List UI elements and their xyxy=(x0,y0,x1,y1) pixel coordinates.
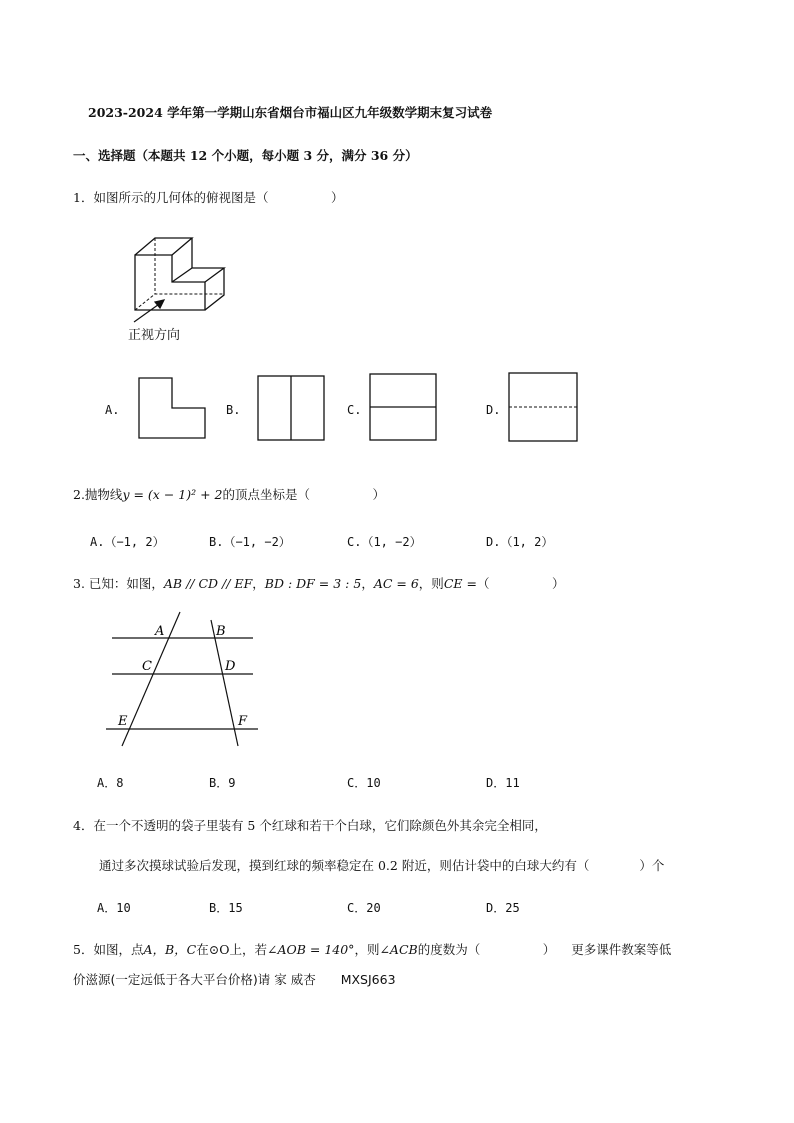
q4-option-b[interactable]: B．15 xyxy=(209,901,243,915)
question-2-stem xyxy=(73,485,385,503)
promo-text-line-1: 更多课件教案等低 xyxy=(571,942,672,957)
q2-option-a[interactable]: A.（−1, 2） xyxy=(90,535,165,549)
q5-points: A，B，C xyxy=(143,942,197,957)
q4-option-a[interactable]: A．10 xyxy=(97,901,131,915)
page-title: 2023-2024 学年第一学期山东省烟台市福山区九年级数学期末复习试卷 xyxy=(88,105,493,120)
q2-formula: y = (x − 1)² + 2 xyxy=(122,487,223,502)
q3-stem-mid: ，则 xyxy=(418,576,444,591)
question-4-line-1: 4．在一个不透明的袋子里装有 5 个红球和若干个白球，它们除颜色外其余完全相同， xyxy=(73,818,547,833)
question-1-stem: 1．如图所示的几何体的俯视图是（ ） xyxy=(73,190,344,205)
q5-stem-mid: ，则∠ xyxy=(354,942,390,957)
q2-option-c[interactable]: C.（1, −2） xyxy=(347,535,422,549)
q5-stem-suffix: 的度数为（ ） xyxy=(417,942,556,957)
q2-option-d[interactable]: D.（1, 2） xyxy=(486,535,554,549)
q4-option-d[interactable]: D．25 xyxy=(486,901,520,915)
question-3-parallel-lines-figure xyxy=(100,612,270,752)
q3-option-a[interactable]: A．8 xyxy=(97,776,124,790)
q3-parallel-condition: AB // CD // EF xyxy=(163,576,253,591)
q2-stem-suffix: 的顶点坐标是（ ） xyxy=(222,487,385,502)
point-a-label: A xyxy=(155,624,165,639)
q5-stem-prefix: 5．如图，点 xyxy=(73,942,144,957)
q3-stem-suffix: （ ） xyxy=(476,576,565,591)
q2-option-b[interactable]: B.（−1, −2） xyxy=(209,535,291,549)
q1-option-b-label[interactable]: B. xyxy=(226,403,241,417)
q3-ask: CE = xyxy=(443,576,477,591)
q3-option-b[interactable]: B．9 xyxy=(209,776,236,790)
question-5-stem xyxy=(73,940,671,958)
q4-option-c[interactable]: C．20 xyxy=(347,901,381,915)
q1-option-a-figure xyxy=(138,377,206,439)
section-heading: 一、选择题（本题共 12 个小题，每小题 3 分，满分 36 分） xyxy=(73,148,418,163)
q1-option-c-label[interactable]: C. xyxy=(347,403,362,417)
q5-in-circle: 在⊙O上，若 xyxy=(196,942,267,957)
q3-option-c[interactable]: C．10 xyxy=(347,776,381,790)
view-direction-label: 正视方向 xyxy=(128,328,181,343)
promo-text-line-2: 价滋源(一定远低于各大平台价格)请 家 威杏 MXSJ663 xyxy=(73,972,396,987)
point-f-label: F xyxy=(238,714,248,729)
point-d-label: D xyxy=(225,659,236,674)
q3-length-condition: AC = 6 xyxy=(373,576,419,591)
point-c-label: C xyxy=(142,659,152,674)
question-3-stem: 3. 已知：如图，AB // CD // EF，BD : DF = 3 : 5，AC = 6，则CE =（ ） xyxy=(73,576,565,591)
q5-angle-ask: ACB xyxy=(389,942,418,957)
point-e-label: E xyxy=(118,714,128,729)
question-1-solid-figure xyxy=(120,230,240,320)
q1-option-a-label[interactable]: A. xyxy=(105,403,120,417)
q5-angle-condition: ∠AOB = 140° xyxy=(266,942,355,957)
q1-option-c-figure xyxy=(369,373,437,441)
q1-option-b-figure xyxy=(257,375,325,441)
q1-option-d-figure xyxy=(508,372,578,442)
q3-ratio-condition: BD : DF = 3 : 5 xyxy=(264,576,362,591)
question-4-line-2: 通过多次摸球试验后发现，摸到红球的频率稳定在 0.2 附近，则估计袋中的白球大约有（ ）个 xyxy=(99,858,665,873)
q3-stem-prefix: 3. 已知：如图， xyxy=(73,576,164,591)
q1-option-d-label[interactable]: D. xyxy=(486,403,501,417)
q2-stem-prefix: 2.抛物线 xyxy=(73,487,123,502)
q3-option-d[interactable]: D．11 xyxy=(486,776,520,790)
point-b-label: B xyxy=(216,624,226,639)
